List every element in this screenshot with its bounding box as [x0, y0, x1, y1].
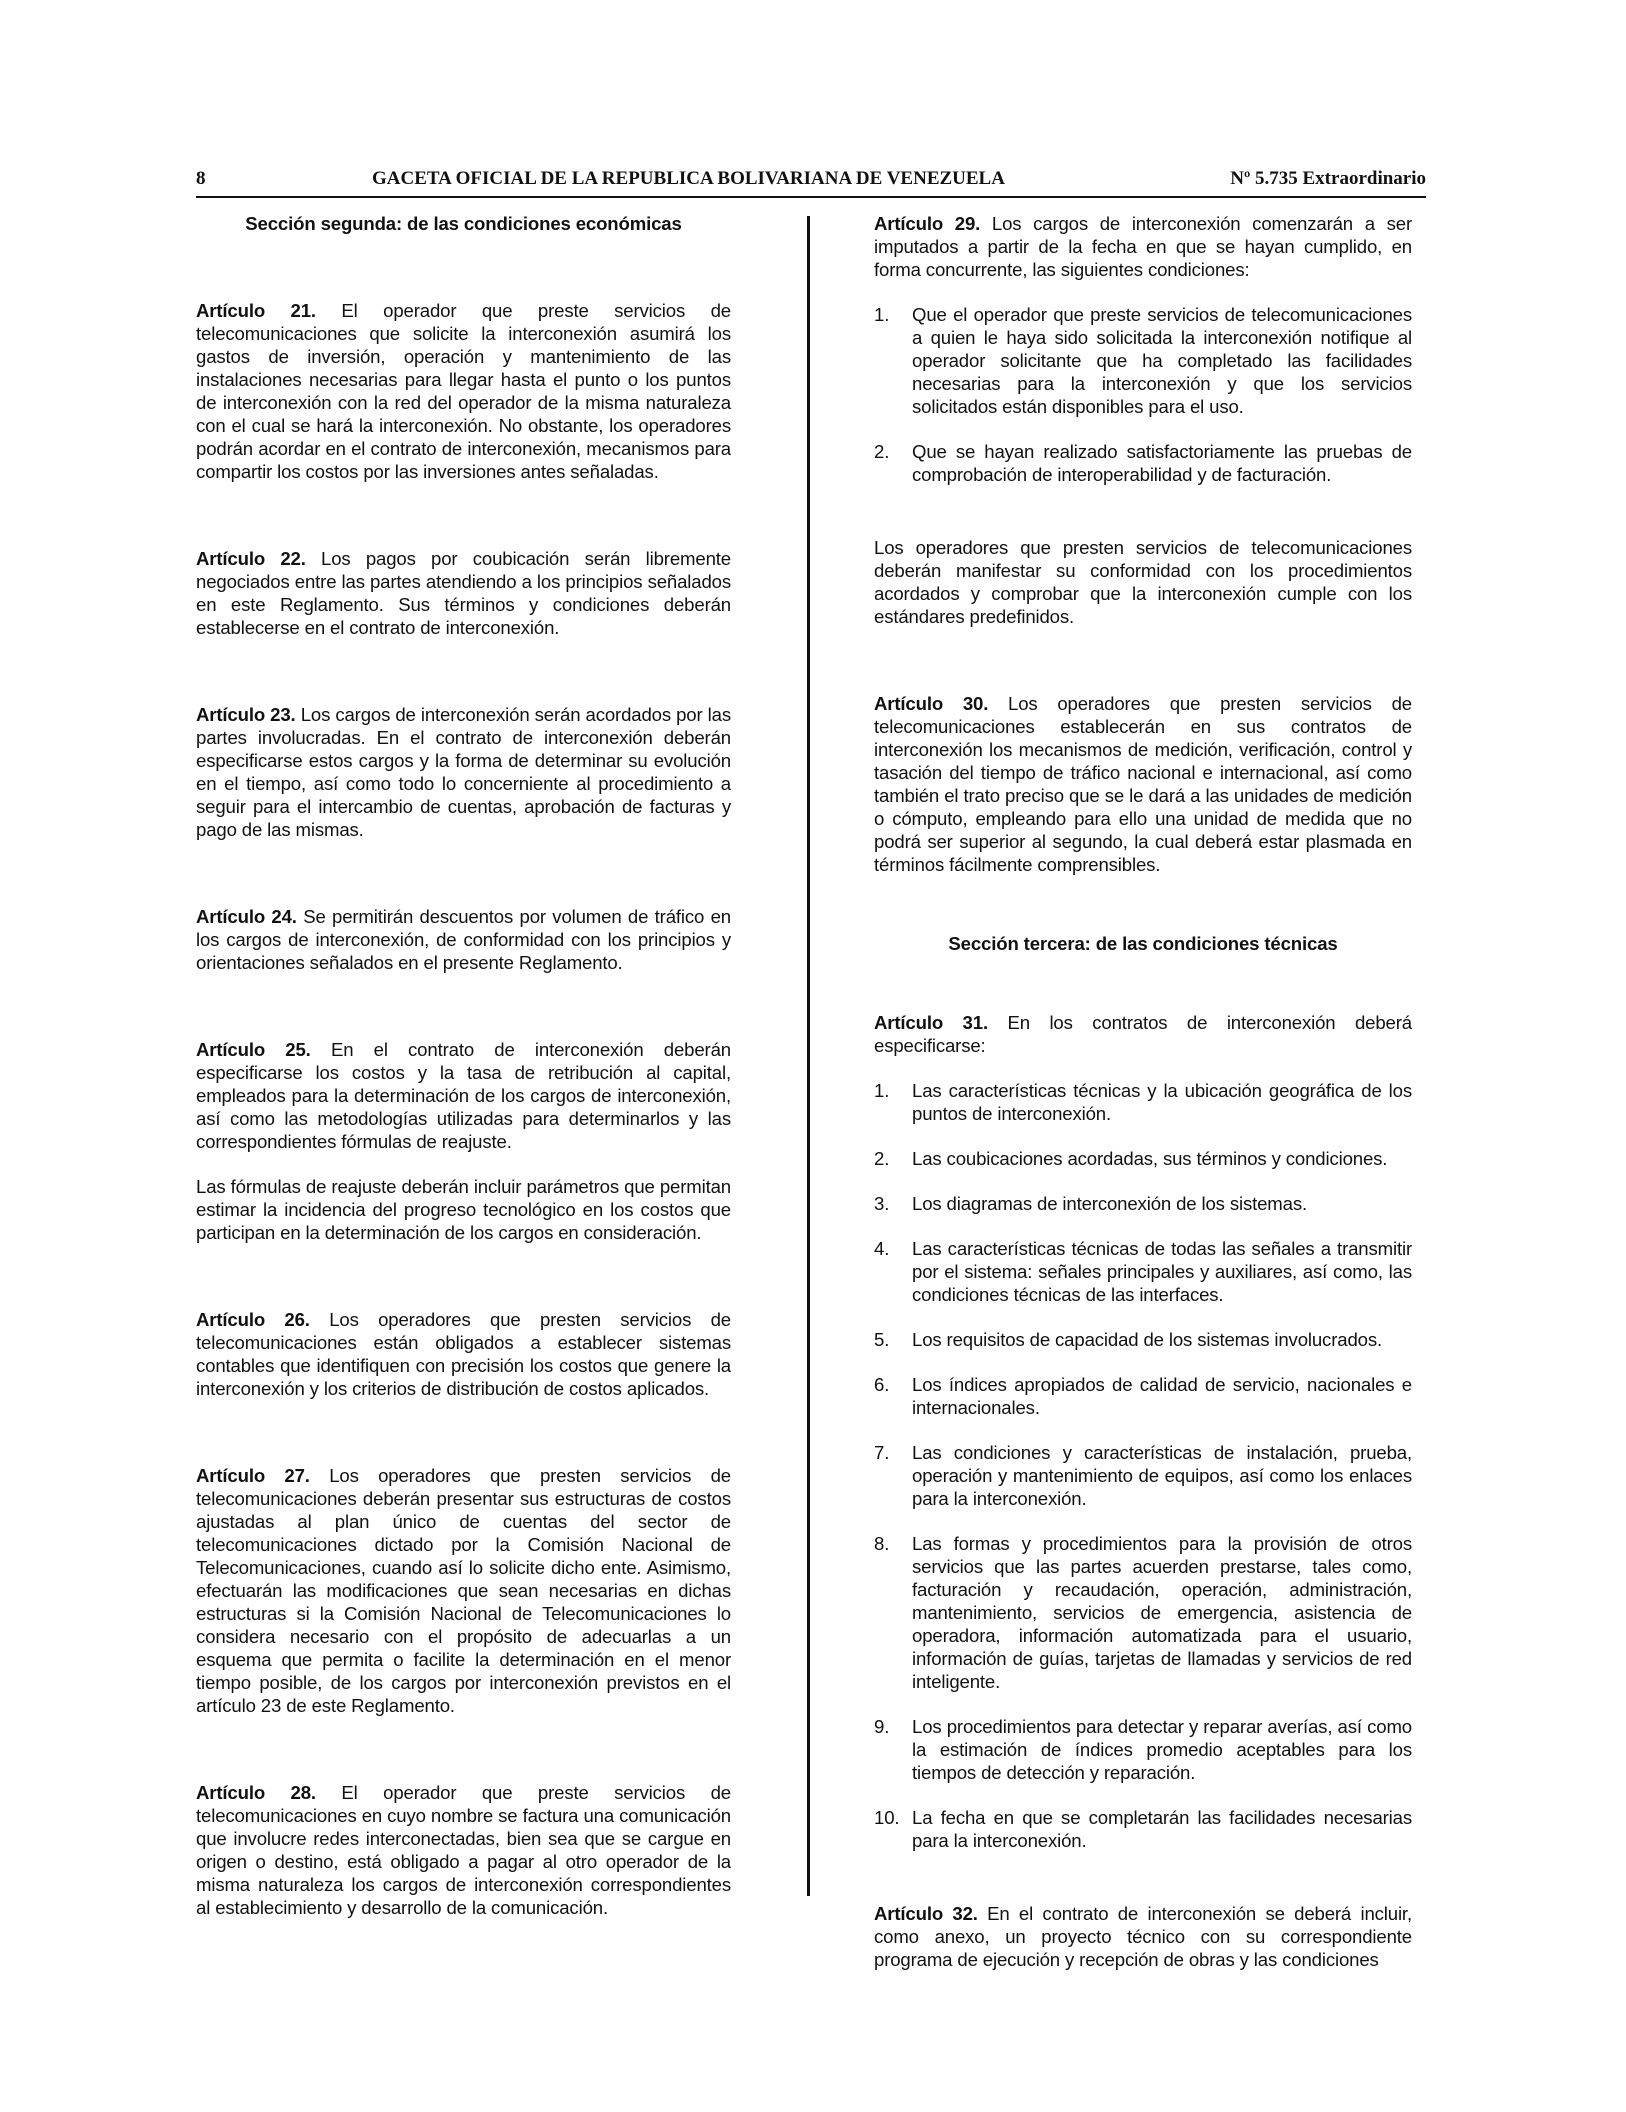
list-item	[874, 1328, 1412, 1351]
gazette-title: GACETA OFICIAL DE LA REPUBLICA BOLIVARIANA DE VENEZUELA	[372, 168, 1005, 189]
page-number: 8	[196, 168, 206, 189]
list-item	[874, 1532, 1412, 1693]
article-27	[196, 1464, 731, 1717]
list-number: 7.	[874, 1442, 890, 1463]
list-number: 8.	[874, 1533, 890, 1554]
article-text: Los operadores que presten servicios de telecomunicaciones están obligados a establecer sistemas contables que identifiquen con precisión los costos que genere la interconexión y los criterios de distribución de costos aplicados.	[196, 1309, 731, 1399]
article-29-paragraph-2: Los operadores que presten servicios de telecomunicaciones deberán manifestar su conformidad con los procedimientos acordados y comprobar que la interconexión cumple con los estándares predefinidos.	[874, 537, 1412, 627]
article-text: Los operadores que presten servicios de telecomunicaciones deberán presentar sus estructuras de costos ajustadas al plan único de cuentas del sector de telecomunicaciones dictado por la Comisión Nacional de Telecomunicaciones, cuando así lo solicite dicho ente. Asimismo, efectuarán las modificaciones que sean necesarias en dichas estructuras si la Comisión Nacional de Telecomunicaciones lo considera necesario con el propósito de adecuarlas a un esquema que permita o facilite la determinación en el menor tiempo posible, de los cargos por interconexión previstos en el artículo 23 de este Reglamento.	[196, 1465, 731, 1716]
article-text: En el contrato de interconexión se deberá incluir, como anexo, un proyecto técnico con su correspondiente programa de ejecución y recepción de obras y las condiciones	[874, 1903, 1412, 1970]
article-label: Artículo 26.	[196, 1309, 310, 1330]
gazette-header	[196, 164, 1426, 194]
column-divider	[807, 216, 810, 1896]
list-text: Los procedimientos para detectar y reparar averías, así como la estimación de índices promedio aceptables para los tiempos de detección y reparación.	[912, 1716, 1412, 1783]
list-item	[874, 1441, 1412, 1510]
list-number: 5.	[874, 1329, 890, 1350]
list-number: 9.	[874, 1716, 890, 1737]
list-number: 1.	[874, 304, 890, 325]
list-text: La fecha en que se completarán las facilidades necesarias para la interconexión.	[912, 1807, 1412, 1851]
article-label: Artículo 30.	[874, 693, 989, 714]
list-item	[874, 303, 1412, 418]
list-item	[874, 1373, 1412, 1419]
article-26	[196, 1308, 731, 1400]
list-number: 3.	[874, 1193, 890, 1214]
section-heading-segunda: Sección segunda: de las condiciones económicas	[245, 213, 682, 234]
article-text: En los contratos de interconexión deberá especificarse:	[874, 1012, 1412, 1056]
article-label: Artículo 21.	[196, 300, 316, 321]
article-text: Se permitirán descuentos por volumen de tráfico en los cargos de interconexión, de conformidad con los principios y orientaciones señalados en el presente Reglamento.	[196, 906, 731, 973]
list-text: Los requisitos de capacidad de los sistemas involucrados.	[912, 1329, 1382, 1350]
article-22	[196, 547, 731, 639]
article-28	[196, 1781, 731, 1919]
list-number: 4.	[874, 1238, 890, 1259]
article-32	[874, 1902, 1412, 1971]
list-text: Los índices apropiados de calidad de servicio, nacionales e internacionales.	[912, 1374, 1412, 1418]
article-23	[196, 703, 731, 841]
list-text: Las características técnicas y la ubicación geográfica de los puntos de interconexión.	[912, 1080, 1412, 1124]
article-label: Artículo 32.	[874, 1903, 978, 1924]
list-number: 6.	[874, 1374, 890, 1395]
article-label: Artículo 31.	[874, 1012, 988, 1033]
article-29	[874, 212, 1412, 281]
article-29-list	[874, 303, 1412, 486]
article-text: El operador que preste servicios de telecomunicaciones en cuyo nombre se factura una comunicación que involucre redes interconectadas, bien sea que se cargue en origen o destino, está obligado a pagar al otro operador de la misma naturaleza los cargos de interconexión correspondientes al establecimiento y desarrollo de la comunicación.	[196, 1782, 731, 1918]
article-text: Los cargos de interconexión serán acordados por las partes involucradas. En el contrato de interconexión deberán especificarse estos cargos y la forma de determinar su evolución en el tiempo, así como todo lo concerniente al procedimiento a seguir para el intercambio de cuentas, aprobación de facturas y pago de las mismas.	[196, 704, 731, 840]
article-label: Artículo 27.	[196, 1465, 310, 1486]
article-text: Los pagos por coubicación serán libremente negociados entre las partes atendiendo a los principios señalados en este Reglamento. Sus términos y condiciones deberán establecerse en el contrato de interconexión.	[196, 548, 731, 638]
list-text: Las formas y procedimientos para la provisión de otros servicios que las partes acuerden prestarse, tales como, facturación y recaudación, operación, administración, mantenimiento, servicios de emergencia, asistencia de operadora, información automatizada para el usuario, información de guías, tarjetas de llamadas y servicios de red inteligente.	[912, 1533, 1412, 1692]
article-21	[196, 299, 731, 483]
list-text: Las condiciones y características de instalación, prueba, operación y mantenimiento de equipos, así como los enlaces para la interconexión.	[912, 1442, 1412, 1509]
list-item	[874, 1147, 1412, 1170]
article-text: Los cargos de interconexión comenzarán a ser imputados a partir de la fecha en que se hayan cumplido, en forma concurrente, las siguientes condiciones:	[874, 213, 1412, 280]
list-text: Las características técnicas de todas las señales a transmitir por el sistema: señales principales y auxiliares, así como, las condiciones técnicas de las interfaces.	[912, 1238, 1412, 1305]
article-text: El operador que preste servicios de telecomunicaciones que solicite la interconexión asumirá los gastos de inversión, operación y mantenimiento de las instalaciones necesarias para llegar hasta el punto o los puntos de interconexión con la red del operador de la misma naturaleza con el cual se hará la interconexión. No obstante, los operadores podrán acordar en el contrato de interconexión, mecanismos para compartir los costos por las inversiones antes señaladas.	[196, 300, 731, 482]
list-text: Que el operador que preste servicios de telecomunicaciones a quien le haya sido solicitada la interconexión notifique al operador solicitante que ha completado las facilidades necesarias para la interconexión y que los servicios solicitados están disponibles para el uso.	[912, 304, 1412, 417]
article-31-list	[874, 1079, 1412, 1852]
article-25-paragraph-2: Las fórmulas de reajuste deberán incluir parámetros que permitan estimar la incidencia del progreso tecnológico en los costos que participan en la determinación de los cargos en consideración.	[196, 1176, 731, 1243]
list-number: 1.	[874, 1080, 890, 1101]
article-label: Artículo 25.	[196, 1039, 311, 1060]
issue-number: Nº 5.735 Extraordinario	[1230, 168, 1426, 189]
right-column	[874, 212, 1412, 1971]
article-31	[874, 1011, 1412, 1057]
list-item	[874, 1806, 1412, 1852]
header-rule	[196, 196, 1426, 198]
list-item	[874, 440, 1412, 486]
article-25	[196, 1038, 731, 1153]
article-text: En el contrato de interconexión deberán especificarse los costos y la tasa de retribución al capital, empleados para la determinación de los cargos de interconexión, así como las metodologías utilizadas para determinarlos y las correspondientes fórmulas de reajuste.	[196, 1039, 731, 1152]
left-column	[196, 212, 731, 1919]
list-item	[874, 1237, 1412, 1306]
list-text: Que se hayan realizado satisfactoriamente las pruebas de comprobación de interoperabilidad y de facturación.	[912, 441, 1412, 485]
list-number: 2.	[874, 441, 890, 462]
list-number: 2.	[874, 1148, 890, 1169]
list-text: Las coubicaciones acordadas, sus términos y condiciones.	[912, 1148, 1388, 1169]
article-label: Artículo 24.	[196, 906, 297, 927]
article-label: Artículo 23.	[196, 704, 296, 725]
list-item	[874, 1715, 1412, 1784]
section-heading-tercera: Sección tercera: de las condiciones técnicas	[948, 933, 1338, 954]
article-label: Artículo 29.	[874, 213, 981, 234]
article-24	[196, 905, 731, 974]
article-30	[874, 692, 1412, 876]
article-label: Artículo 22.	[196, 548, 306, 569]
list-item	[874, 1079, 1412, 1125]
list-text: Los diagramas de interconexión de los sistemas.	[912, 1193, 1307, 1214]
list-item	[874, 1192, 1412, 1215]
article-label: Artículo 28.	[196, 1782, 316, 1803]
article-text: Los operadores que presten servicios de telecomunicaciones establecerán en sus contratos de interconexión los mecanismos de medición, verificación, control y tasación del tiempo de tráfico nacional e internacional, así como también el trato preciso que se le dará a las unidades de medición o cómputo, empleando para ello una unidad de medida que no podrá ser superior al segundo, la cual deberá estar plasmada en términos fácilmente comprensibles.	[874, 693, 1412, 875]
list-number: 10.	[874, 1807, 900, 1828]
